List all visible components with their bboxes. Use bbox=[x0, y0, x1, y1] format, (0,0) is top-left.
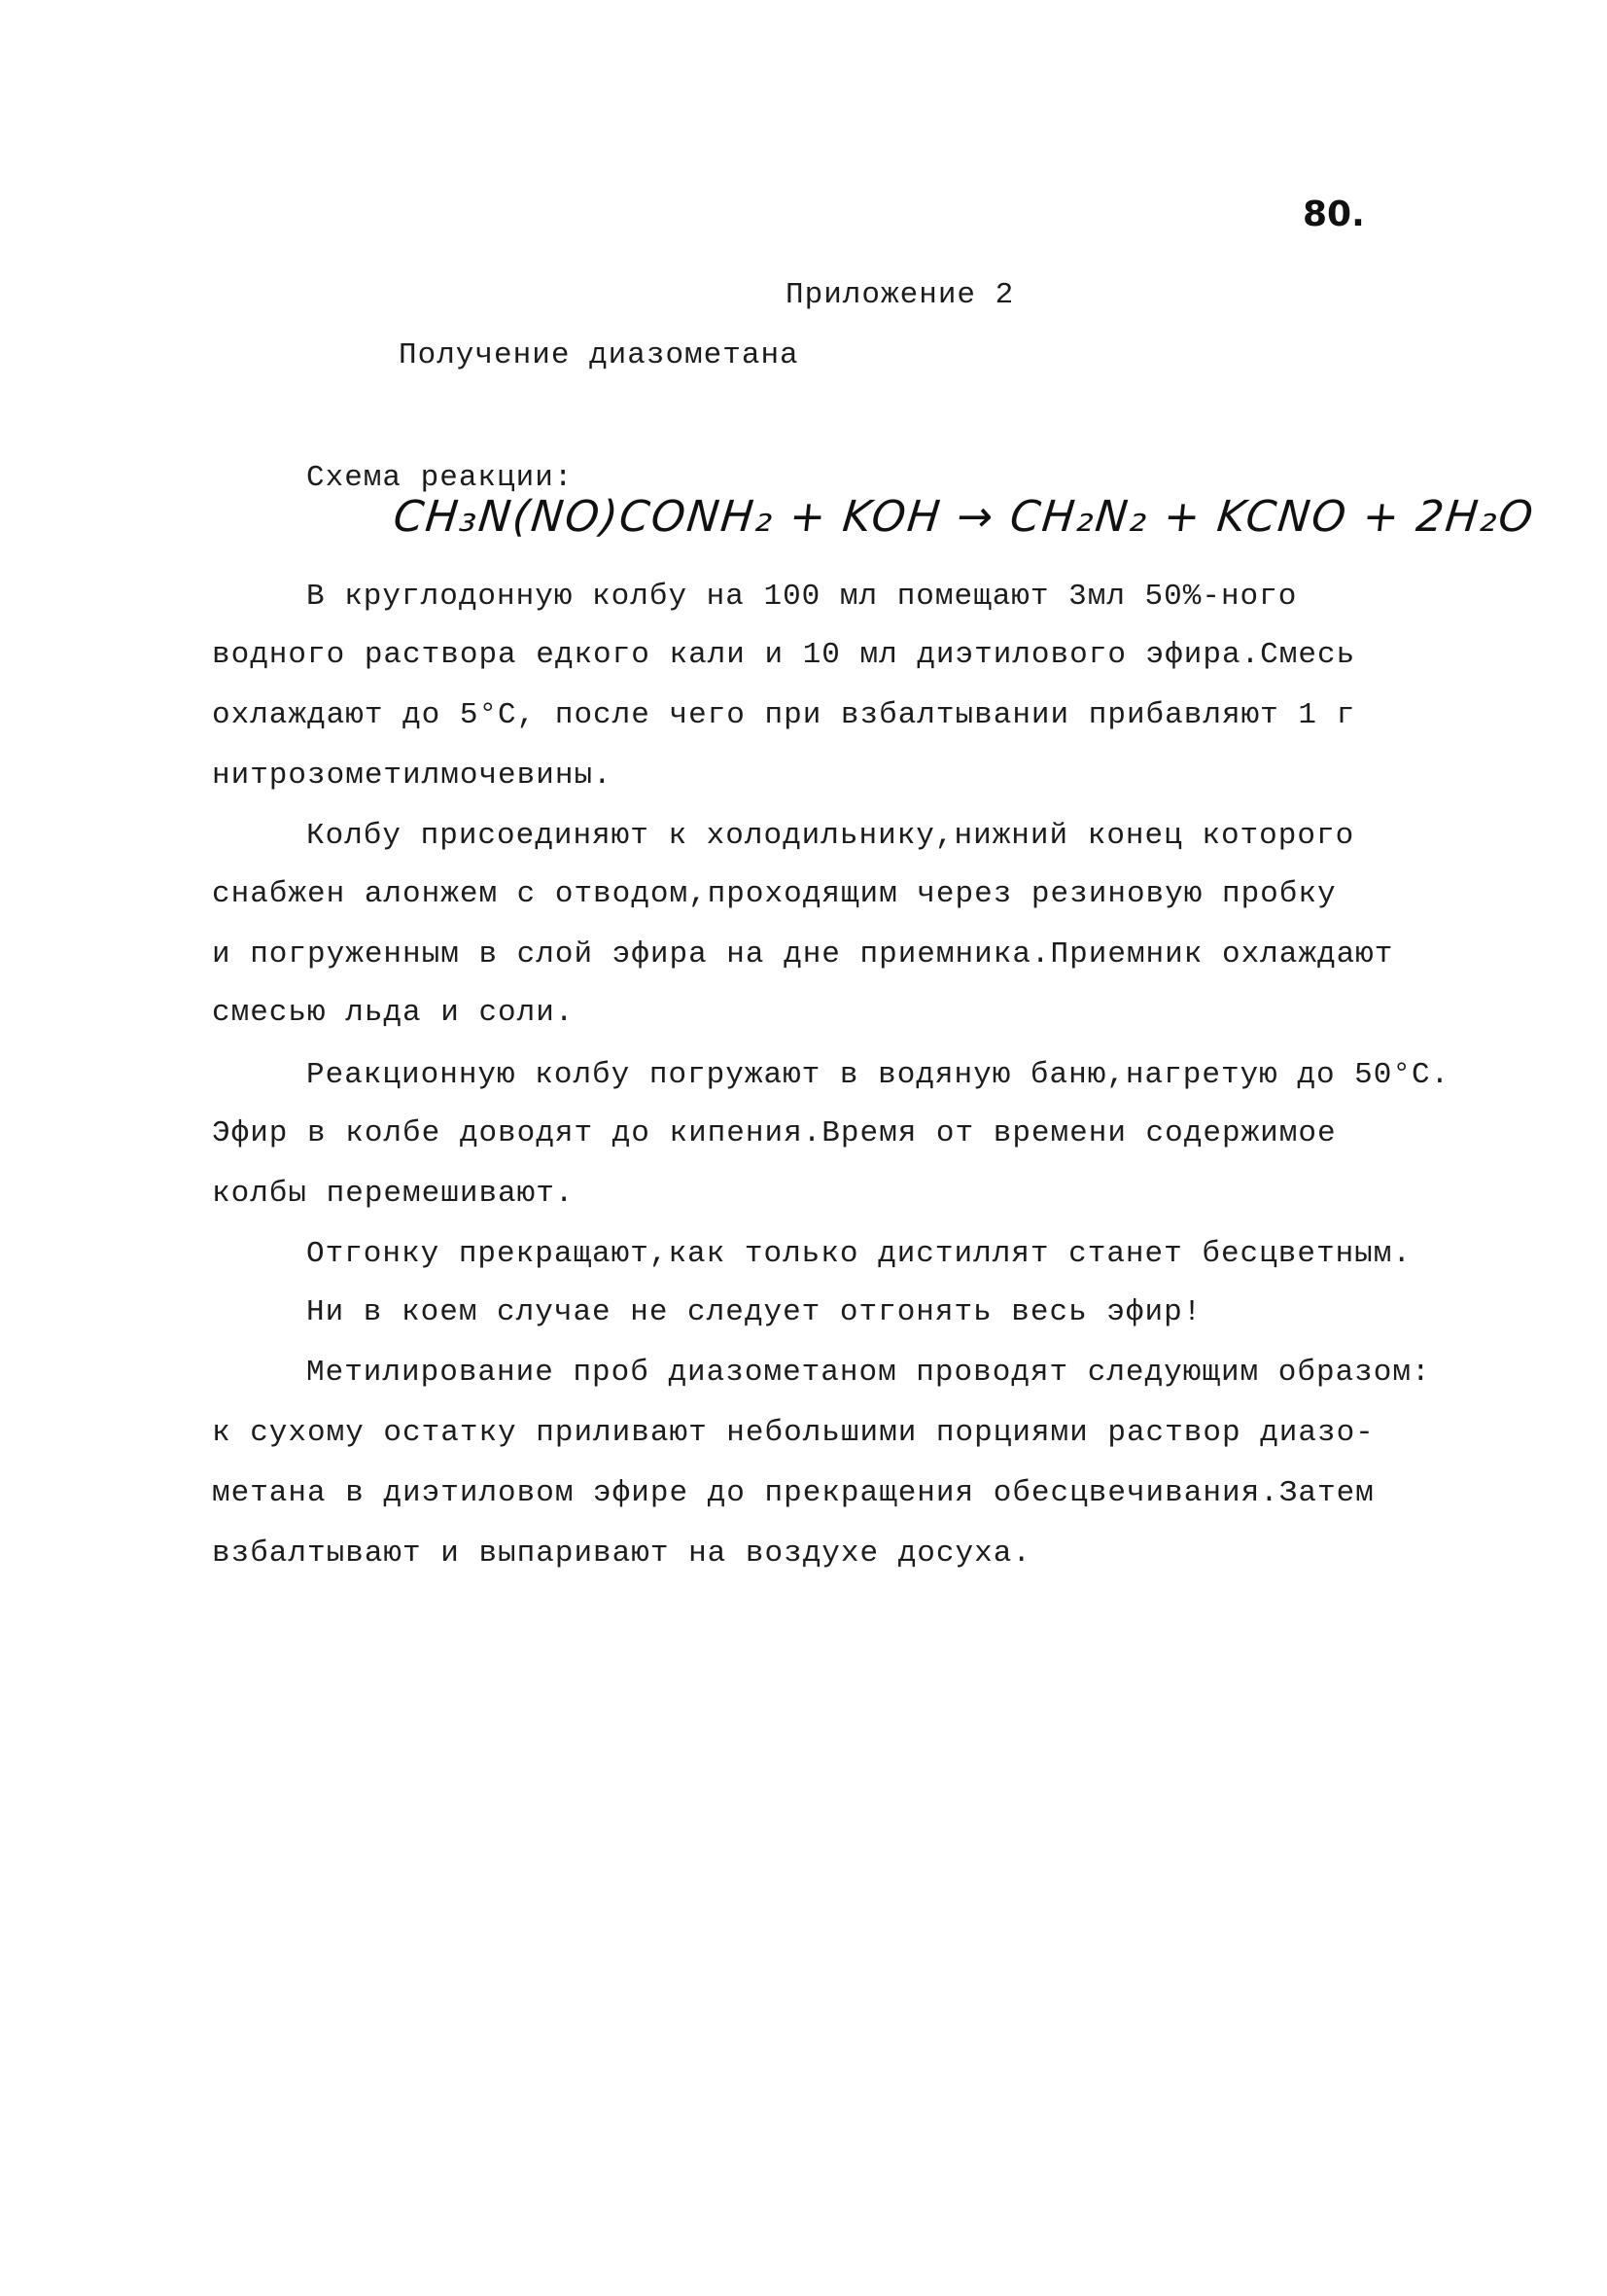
paragraph-2-line-4: смесью льда и соли. bbox=[212, 996, 575, 1030]
paragraph-2-line-1: Колбу присоединяют к холодильнику,нижний конец которого bbox=[306, 819, 1355, 853]
scheme-label: Схема реакции: bbox=[306, 461, 574, 495]
paragraph-1-line-2: водного раствора едкого кали и 10 мл диэтилового эфира.Смесь bbox=[212, 638, 1356, 672]
paragraph-6-line-2: к сухому остатку приливают небольшими порциями раствор диазо- bbox=[212, 1416, 1375, 1450]
paragraph-3-line-3: колбы перемешивают. bbox=[212, 1177, 575, 1211]
paragraph-1-line-3: охлаждают до 5°C, после чего при взбалтывании прибавляют 1 г bbox=[212, 698, 1356, 732]
paragraph-6-line-3: метана в диэтиловом эфире до прекращения обесцвечивания.Затем bbox=[212, 1476, 1375, 1510]
paragraph-5-line-1: Ни в коем случае не следует отгонять весь эфир! bbox=[306, 1295, 1203, 1329]
paragraph-1-line-1: В круглодонную колбу на 100 мл помещают 3мл 50%-ного bbox=[306, 580, 1298, 614]
paragraph-2-line-3: и погруженным в слой эфира на дне приемника.Приемник охлаждают bbox=[212, 937, 1394, 971]
paragraph-2-line-2: снабжен алонжем с отводом,проходящим через резиновую пробку bbox=[212, 877, 1337, 911]
paragraph-3-line-2: Эфир в колбе доводят до кипения.Время от времени содержимое bbox=[212, 1116, 1337, 1150]
page-number: 80. bbox=[1303, 194, 1365, 234]
section-title: Получение диазометана bbox=[399, 338, 799, 372]
paragraph-1-line-4: нитрозометилмочевины. bbox=[212, 759, 612, 793]
reaction-formula: CH₃N(NO)CONH₂ + KOH → CH₂N₂ + KCNO + 2H₂O bbox=[391, 492, 1537, 542]
paragraph-4-line-1: Отгонку прекращают,как только дистиллят станет бесцветным. bbox=[306, 1237, 1412, 1271]
paragraph-3-line-1: Реакционную колбу погружают в водяную баню,нагретую до 50°C. bbox=[306, 1058, 1450, 1092]
paragraph-6-line-1: Метилирование проб диазометаном проводят следующим образом: bbox=[306, 1356, 1431, 1390]
paragraph-6-line-4: взбалтывают и выпаривают на воздухе досуха. bbox=[212, 1537, 1031, 1571]
appendix-title: Приложение 2 bbox=[786, 278, 1015, 312]
